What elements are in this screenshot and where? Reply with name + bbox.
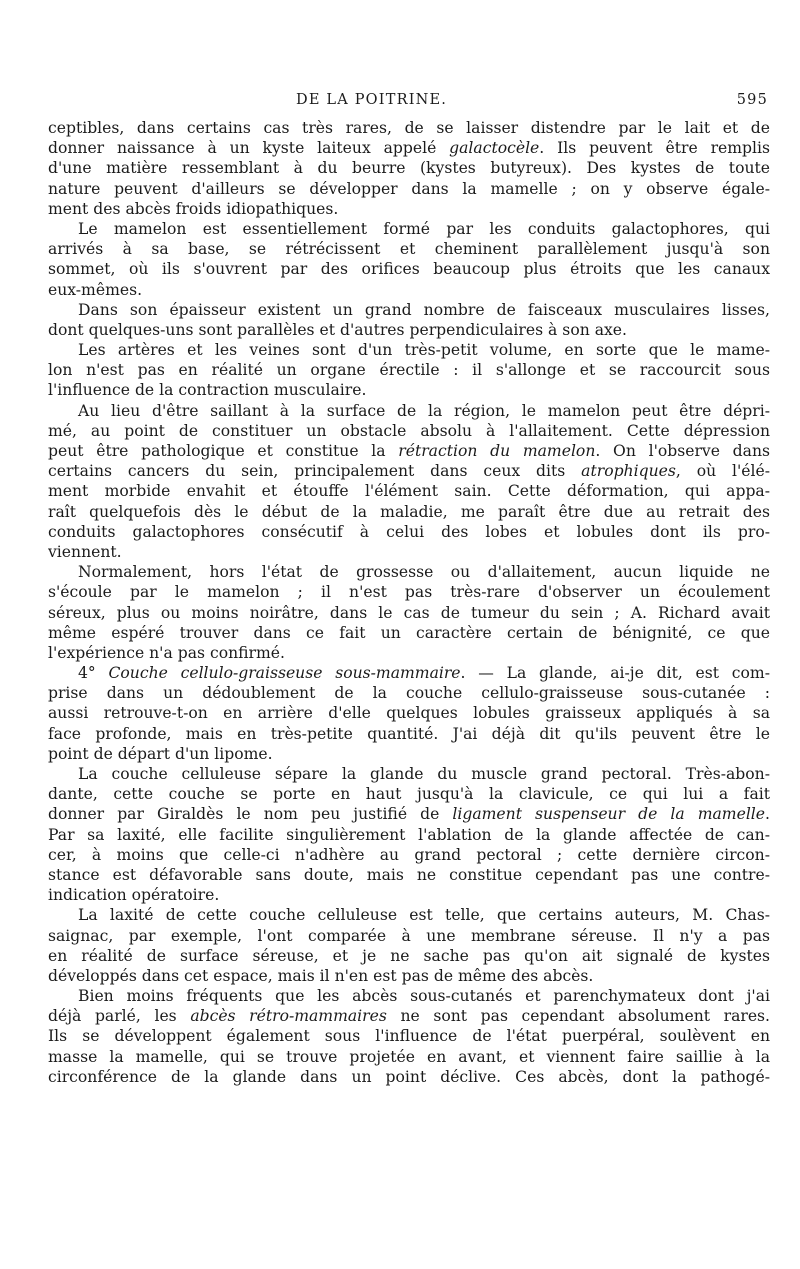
text-segment: Par sa laxité, elle facilite singulièrement l'ablation de la glande affectée de can-	[48, 825, 770, 844]
italic-text: abcès rétro-mammaires	[190, 1007, 387, 1026]
text-line	[48, 865, 770, 885]
text-line	[48, 885, 770, 905]
text-line	[48, 1067, 770, 1087]
text-segment: l'influence de la contraction musculaire.	[48, 381, 367, 400]
text-segment: lon n'est pas en réalité un organe érectile : il s'allonge et se raccourcit sous	[48, 361, 770, 380]
page-number: 595	[736, 92, 768, 108]
text-segment: eux-mêmes.	[48, 280, 143, 299]
text-line	[48, 784, 770, 804]
text-line	[48, 582, 770, 602]
text-segment: Dans son épaisseur existent un grand nombre de faisceaux musculaires lisses,	[78, 300, 770, 319]
text-line	[48, 421, 770, 441]
text-segment: peut être pathologique et constitue la	[48, 442, 399, 460]
text-segment: dont quelques-uns sont parallèles et d'autres perpendiculaires à son axe.	[48, 320, 627, 339]
text-line	[48, 1047, 770, 1067]
text-segment: conduits galactophores consécutif à celui des lobes et lobules dont ils pro-	[48, 522, 770, 541]
text-line	[48, 804, 770, 824]
italic-text: Couche cellulo-graisseuse sous-mammaire	[108, 664, 461, 683]
text-line	[48, 118, 770, 138]
text-segment: .	[765, 805, 770, 824]
text-segment: certains cancers du sein, principalement dans ceux dits	[48, 462, 582, 481]
text-line	[48, 845, 770, 865]
text-segment: ceptibles, dans certains cas très rares, de se laisser distendre par le lait et de	[48, 119, 770, 137]
text-line	[48, 502, 770, 522]
text-segment: raît quelquefois dès le début de la maladie, me paraît être due au retrait des	[48, 502, 770, 521]
text-line	[48, 461, 770, 481]
text-line	[48, 522, 770, 542]
text-segment: d'une matière ressemblant à du beurre (kystes butyreux). Des kystes de toute	[48, 159, 770, 178]
running-title: DE LA POITRINE.	[296, 92, 448, 108]
text-line	[48, 562, 770, 582]
text-line	[48, 643, 770, 663]
text-segment: Ils se développent également sous l'influence de l'état puerpéral, soulèvent en	[48, 1027, 770, 1046]
text-line	[48, 481, 770, 501]
text-line	[48, 905, 770, 925]
text-line	[48, 1006, 770, 1026]
text-segment: nature peuvent d'ailleurs se développer dans la mamelle ; on y observe égale-	[48, 179, 770, 198]
text-segment: circonférence de la glande dans un point déclive. Ces abcès, dont la pathogé-	[48, 1067, 770, 1086]
text-segment: cer, à moins que celle-ci n'adhère au grand pectoral ; cette dernière circon-	[48, 845, 770, 864]
text-line	[48, 946, 770, 966]
text-segment: donner par Giraldès le nom peu justifié de	[48, 805, 453, 824]
text-segment: indication opératoire.	[48, 886, 220, 905]
text-segment: séreux, plus ou moins noirâtre, dans le cas de tumeur du sein ; A. Richard avait	[48, 603, 770, 622]
text-segment: prise dans un dédoublement de la couche cellulo-graisseuse sous-cutanée :	[48, 684, 770, 703]
text-segment: 4°	[78, 664, 109, 683]
text-line	[48, 259, 770, 279]
text-line	[48, 825, 770, 845]
text-line	[48, 986, 770, 1006]
text-segment: Les artères et les veines sont d'un très-petit volume, en sorte que le mame-	[78, 341, 770, 360]
text-segment: déjà parlé, les	[48, 1007, 191, 1026]
text-segment: donner naissance à un kyste laiteux appelé	[48, 139, 450, 158]
text-line	[48, 138, 770, 158]
text-line	[48, 744, 770, 764]
text-segment: ne sont pas cependant absolument rares.	[386, 1007, 770, 1026]
text-line	[48, 623, 770, 643]
text-segment: La couche celluleuse sépare la glande du muscle grand pectoral. Très-abon-	[78, 765, 770, 783]
text-segment: stance est défavorable sans doute, mais ne constitue cependant pas une contre-	[48, 865, 770, 884]
italic-text: rétraction du mamelon	[398, 442, 596, 460]
text-line	[48, 663, 770, 683]
running-header	[48, 92, 770, 114]
text-line	[48, 966, 770, 986]
text-line	[48, 179, 770, 199]
text-line	[48, 320, 770, 340]
text-line	[48, 219, 770, 239]
text-line	[48, 724, 770, 744]
text-segment: en réalité de surface séreuse, et je ne sache pas qu'on ait signalé de kystes	[48, 946, 770, 965]
text-segment: mé, au point de constituer un obstacle absolu à l'allaitement. Cette dépression	[48, 421, 770, 440]
text-segment: point de départ d'un lipome.	[48, 744, 273, 763]
text-line	[48, 199, 770, 219]
text-line	[48, 542, 770, 562]
text-segment: aussi retrouve-t-on en arrière d'elle quelques lobules graisseux appliqués à sa	[48, 704, 770, 723]
text-segment: ment morbide envahit et étouffe l'élément sain. Cette déformation, qui appa-	[48, 482, 770, 501]
body-text	[48, 118, 770, 1087]
text-line	[48, 1026, 770, 1046]
text-segment: même espéré trouver dans ce fait un caractère certain de bénignité, ce que	[48, 623, 770, 642]
text-line	[48, 158, 770, 178]
text-segment: saignac, par exemple, l'ont comparée à une membrane séreuse. Il n'y a pas	[48, 926, 770, 945]
text-segment: . Ils peuvent être remplis	[539, 139, 770, 158]
text-segment: dante, cette couche se porte en haut jusqu'à la clavicule, ce qui lui a fait	[48, 785, 770, 804]
text-segment: . On l'observe dans	[595, 442, 770, 460]
text-line	[48, 280, 770, 300]
text-line	[48, 360, 770, 380]
text-line	[48, 340, 770, 360]
text-segment: viennent.	[48, 542, 122, 561]
text-segment: s'écoule par le mamelon ; il n'est pas très-rare d'observer un écoulement	[48, 583, 770, 602]
text-segment: masse la mamelle, qui se trouve projetée en avant, et viennent faire saillie à la	[48, 1047, 770, 1066]
text-segment: face profonde, mais en très-petite quantité. J'ai déjà dit qu'ils peuvent être le	[48, 724, 770, 743]
text-line	[48, 300, 770, 320]
text-line	[48, 401, 770, 421]
text-segment: Le mamelon est essentiellement formé par les conduits galactophores, qui	[78, 219, 770, 238]
text-segment: développés dans cet espace, mais il n'en est pas de même des abcès.	[48, 966, 594, 985]
italic-text: ligament suspenseur de la mamelle	[452, 805, 766, 824]
text-segment: Bien moins fréquents que les abcès sous-cutanés et parenchymateux dont j'ai	[78, 987, 770, 1006]
text-segment: , où l'élé-	[675, 462, 770, 481]
text-segment: sommet, où ils s'ouvrent par des orifices beaucoup plus étroits que les canaux	[48, 260, 770, 279]
text-segment: Normalement, hors l'état de grossesse ou d'allaitement, aucun liquide ne	[78, 563, 770, 582]
italic-text: galactocèle	[449, 139, 540, 158]
text-line	[48, 603, 770, 623]
text-segment: arrivés à sa base, se rétrécissent et cheminent parallèlement jusqu'à son	[48, 240, 770, 259]
text-line	[48, 380, 770, 400]
text-line	[48, 926, 770, 946]
text-line	[48, 683, 770, 703]
text-segment: . — La glande, ai-je dit, est com-	[460, 664, 770, 683]
text-line	[48, 703, 770, 723]
text-segment: l'expérience n'a pas confirmé.	[48, 643, 285, 662]
text-line	[48, 239, 770, 259]
italic-text: atrophiques	[581, 462, 676, 481]
text-line	[48, 441, 770, 461]
text-segment: La laxité de cette couche celluleuse est telle, que certains auteurs, M. Chas-	[78, 906, 770, 925]
text-segment: Au lieu d'être saillant à la surface de la région, le mamelon peut être dépri-	[78, 401, 770, 420]
text-line	[48, 764, 770, 784]
text-segment: ment des abcès froids idiopathiques.	[48, 199, 339, 218]
